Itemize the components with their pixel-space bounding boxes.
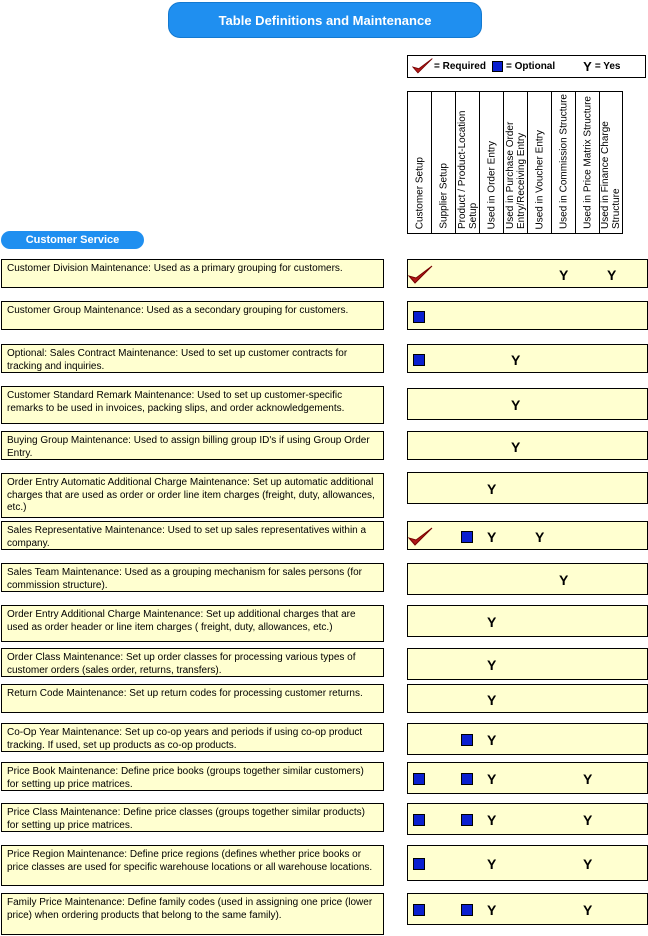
yes-mark: Y <box>487 771 497 787</box>
column-header-label: Used in Order Entry <box>486 140 497 229</box>
table-row-description: Price Region Maintenance: Define price regions (defines whether price books or price classes are used for specific warehouse locations or all warehouse locations. <box>1 845 384 886</box>
column-header-label: Customer Setup <box>414 156 425 229</box>
yes-mark: Y <box>583 771 593 787</box>
optional-square-icon <box>461 814 473 826</box>
column-header <box>527 91 551 234</box>
yes-mark: Y <box>487 856 497 872</box>
table-row-description: Buying Group Maintenance: Used to assign billing group ID's if using Group Order Entry. <box>1 431 384 460</box>
table-row-marks <box>407 388 648 420</box>
table-row-description: Price Class Maintenance: Define price classes (groups together similar products) for setting up price matrices. <box>1 803 384 832</box>
page-title: Table Definitions and Maintenance <box>168 2 482 38</box>
column-header-label: Product / Product-Location Setup <box>456 110 479 229</box>
table-row-description: Price Book Maintenance: Define price books (groups together similar customers) for setting up price matrices. <box>1 762 384 791</box>
column-header <box>479 91 503 234</box>
yes-mark: Y <box>487 528 497 545</box>
yes-mark: Y <box>583 812 593 828</box>
legend-yes-symbol: Y <box>583 59 592 74</box>
column-header <box>551 91 575 234</box>
column-header <box>455 91 479 234</box>
yes-mark: Y <box>487 691 497 708</box>
table-row-marks <box>407 723 648 755</box>
required-check-icon <box>408 265 434 287</box>
yes-mark: Y <box>535 528 545 545</box>
legend-optional: = Optional <box>505 61 556 72</box>
column-header <box>599 91 623 234</box>
table-row-description: Sales Team Maintenance: Used as a grouping mechanism for sales persons (for commission structure). <box>1 563 384 592</box>
legend <box>407 55 646 78</box>
table-row-description: Family Price Maintenance: Define family codes (used in assigning one price (lower price) when ordering products that belong to the same family). <box>1 893 384 935</box>
column-header-label: Used in Voucher Entry <box>534 129 545 229</box>
table-row-description: Customer Group Maintenance: Used as a secondary grouping for customers. <box>1 301 384 330</box>
table-row-description: Co-Op Year Maintenance: Set up co-op years and periods if using co-op product tracking. If used, set up products as co-op products. <box>1 723 384 752</box>
yes-mark: Y <box>511 397 521 413</box>
column-header-label: Supplier Setup <box>438 163 449 229</box>
column-header-label: Used in Purchase Order Entry/Receiving Entry <box>504 121 527 229</box>
table-row-description: Sales Representative Maintenance: Used to set up sales representatives within a company. <box>1 521 384 550</box>
column-header-label: Used in Finance Charge Structure <box>600 121 622 229</box>
optional-square-icon <box>413 354 425 366</box>
table-row-marks <box>407 684 648 713</box>
required-check-icon <box>412 57 434 77</box>
table-row-marks <box>407 472 648 504</box>
table-row-description: Customer Division Maintenance: Used as a primary grouping for customers. <box>1 259 384 288</box>
yes-mark: Y <box>487 614 497 630</box>
column-header <box>431 91 455 234</box>
column-header <box>503 91 527 234</box>
table-row-description: Optional: Sales Contract Maintenance: Used to set up customer contracts for tracking and inquiries. <box>1 344 384 373</box>
column-header-label: Used in Price Matrix Structure <box>582 96 593 229</box>
table-row-marks <box>407 563 648 595</box>
yes-mark: Y <box>487 732 497 748</box>
yes-mark: Y <box>487 481 497 497</box>
optional-square-icon <box>413 773 425 785</box>
optional-square-icon <box>461 904 473 916</box>
legend-required: = Required <box>434 61 486 72</box>
optional-square-icon <box>461 773 473 785</box>
yes-mark: Y <box>583 902 593 918</box>
table-row-description: Customer Standard Remark Maintenance: Used to set up customer-specific remarks to be used in invoices, packing slips, and order acknowledgements. <box>1 386 384 424</box>
table-row-marks <box>407 521 648 550</box>
legend-yes: = Yes <box>594 61 621 72</box>
optional-square-icon <box>461 531 473 543</box>
yes-mark: Y <box>511 351 521 368</box>
yes-mark: Y <box>583 856 593 872</box>
optional-square-icon <box>413 814 425 826</box>
column-header <box>575 91 599 234</box>
yes-mark: Y <box>607 266 617 283</box>
table-row-marks <box>407 431 648 460</box>
yes-mark: Y <box>559 572 569 588</box>
table-row-description: Order Class Maintenance: Set up order classes for processing various types of customer orders (sales order, returns, transfers). <box>1 648 384 677</box>
optional-square-icon <box>413 904 425 916</box>
optional-square-icon <box>413 311 425 323</box>
optional-square-icon <box>461 734 473 746</box>
yes-mark: Y <box>487 657 497 673</box>
column-headers <box>407 91 623 234</box>
optional-square-icon <box>413 858 425 870</box>
table-row-marks <box>407 845 648 881</box>
column-header-label: Used in Commission Structure <box>558 93 569 229</box>
table-row-marks <box>407 259 648 288</box>
table-row-description: Return Code Maintenance: Set up return codes for processing customer returns. <box>1 684 384 713</box>
required-check-icon <box>408 527 434 549</box>
column-header <box>407 91 431 234</box>
table-row-marks <box>407 344 648 373</box>
table-row-marks <box>407 893 648 925</box>
yes-mark: Y <box>487 812 497 828</box>
table-row-marks <box>407 605 648 637</box>
yes-mark: Y <box>487 902 497 918</box>
yes-mark: Y <box>559 266 569 283</box>
table-row-description: Order Entry Additional Charge Maintenance: Set up additional charges that are used as order header or line item charges ( freight, duty, allowances, etc.) <box>1 605 384 642</box>
yes-mark: Y <box>511 438 521 455</box>
table-row-marks <box>407 803 648 835</box>
optional-square-icon <box>492 61 503 72</box>
table-row-marks <box>407 301 648 330</box>
table-row-marks <box>407 762 648 794</box>
table-row-description: Order Entry Automatic Additional Charge Maintenance: Set up automatic additional charges that are used as order or order line item charges (freight, duty, allowances, etc.) <box>1 473 384 518</box>
table-row-marks <box>407 648 648 680</box>
section-label: Customer Service <box>1 231 144 249</box>
